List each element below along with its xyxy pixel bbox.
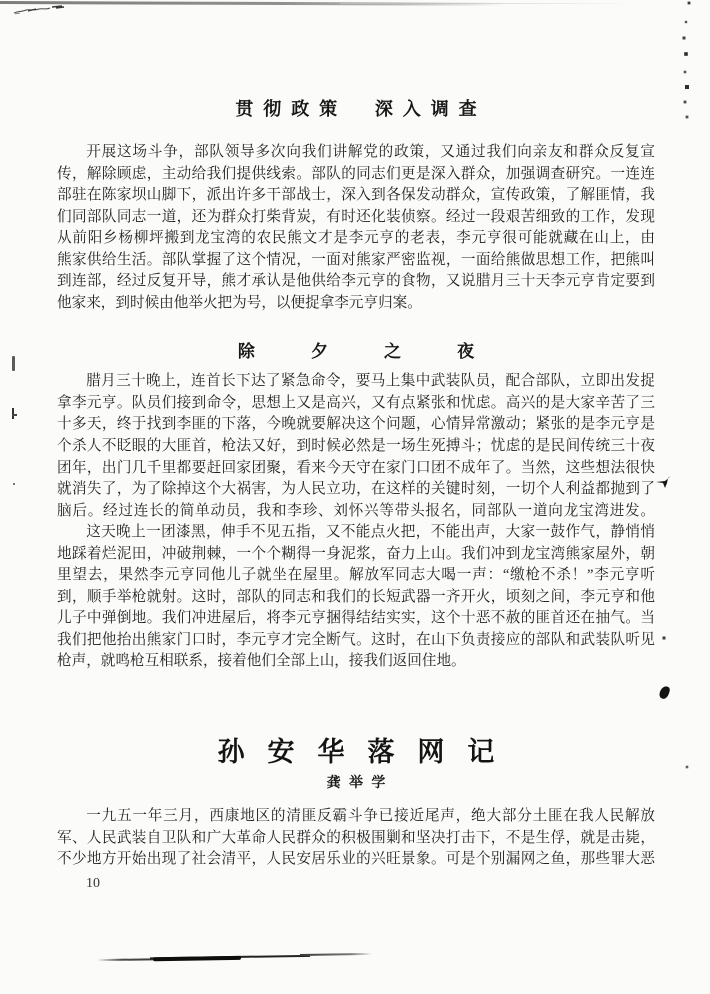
scan-artifact-ink-blot-arrow — [654, 473, 674, 491]
text-line: 他家来，到时候由他举火把为号，以便捉拿李元亨归案。 — [57, 294, 422, 311]
scan-artifact-right-edge-specks — [0, 0, 2, 2]
text-line: 不少地方开始出现了社会清平，人民安居乐业的兴旺景象。可是个别漏网之鱼，那些罪大恶 — [57, 851, 655, 868]
scan-artifact-left-tick — [11, 408, 19, 420]
text-line: 开展这场斗争，部队领导多次向我们讲解党的政策，又通过我们向亲友和群众反复宣 — [86, 144, 655, 160]
text-line: 传，解除顾虑，主动给我们提供线索。部队的同志们更是深入群众，加强调查研究。一连连 — [57, 165, 655, 182]
text-line: 儿子中弹倒地。我们冲进屋后，将李元亨捆得结结实实，这个十恶不赦的匪首还在抽气。当 — [57, 610, 655, 627]
text-line: 就消失了，为了除掉这个大祸害，为人民立功，在这样的关键时刻，一切个人利益都抛到了 — [57, 481, 655, 498]
text-line: 们同部队同志一道，还为群众打柴背炭，有时还化装侦察。经过一段艰苦细致的工作，发现 — [57, 208, 655, 225]
text-line: 枪声，就鸣枪互相联系，接着他们全部上山，接我们返回住地。 — [57, 653, 466, 670]
text-line: 到，顺手举枪就射。这时，部队的同志和我们的长短武器一齐开火，顷刻之间，李元亨和他 — [57, 588, 655, 605]
section1-heading: 贯彻政策 深入调查 — [235, 99, 487, 119]
section1-paragraph — [57, 142, 655, 314]
section2-heading: 除夕之夜 — [237, 342, 531, 362]
text-line: 地踩着烂泥田，冲破荆棘，一个个糊得一身泥浆，奋力上山。我们冲到龙宝湾熊家屋外，朝 — [57, 545, 655, 562]
text-line: 个杀人不眨眼的大匪首，枪法又好，到时候必然是一场生死搏斗；忧虑的是民间传统三十夜 — [57, 438, 655, 455]
scan-artifact-left-dash — [12, 356, 15, 371]
scan-artifact-ink-blot — [658, 685, 671, 700]
text-line: 一九五一年三月，西康地区的清匪反霸斗争已接近尾声，绝大部分土匪在我人民解放 — [86, 808, 655, 825]
text-line: 军、人民武装自卫队和广大革命人民群众的积极围剿和坚决打击下，不是生俘，就是击毙， — [57, 829, 655, 846]
text-line: 这天晚上一团漆黑，伸手不见五指，又不能点火把，不能出声，大家一鼓作气，静悄悄 — [86, 524, 655, 541]
page-number: 10 — [86, 876, 100, 891]
text-line: 从前阳乡杨柳坪搬到龙宝湾的农民熊文才是李元亨的老表，李元亨很可能就藏在山上，由 — [57, 230, 655, 247]
article-title: 孙安华落网记 — [217, 737, 518, 768]
text-line: 腊月三十晚上，连首长下达了紧急命令，要马上集中武装队员，配合部队，立即出发捉 — [86, 373, 655, 390]
page-content — [57, 0, 655, 871]
article-paragraph — [57, 806, 655, 871]
text-line: 拿李元亨。队员们接到命令，思想上又是高兴，又有点紧张和忧虑。高兴的是大家辛苦了三 — [57, 394, 655, 411]
section2-paragraph-1 — [57, 371, 655, 522]
text-line: 里望去，果然李元亨同他儿子就坐在屋里。解放军同志大喝一声：“缴枪不杀！”李元亨听 — [57, 567, 655, 584]
scan-artifact-left-dot — [13, 483, 15, 485]
text-line: 团年，出门几千里都要赶回家团聚，看来今天守在家门口团不成年了。当然，这些想法很快 — [57, 459, 655, 476]
text-line: 脑后。经过连长的简单动员，我和李珍、刘怀兴等带头报名，同部队一道向龙宝湾进发。 — [57, 502, 655, 519]
text-line: 到连部，经过反复开导，熊才承认是他供给李元亨的食物，又说腊月三十天李元亨肯定要到 — [57, 273, 655, 290]
text-line: 我们把他抬出熊家门口时，李元亨才完全断气。这时，在山下负责接应的部队和武装队听见 — [57, 631, 655, 648]
section2-paragraph-2 — [57, 522, 655, 673]
text-line: 熊家供给生活。部队掌握了这个情况，一面对熊家严密监视，一面给熊做思想工作，把熊叫 — [57, 251, 655, 268]
text-line: 十多天，终于找到李匪的下落，今晚就要解决这个问题，心情异常激动；紧张的是李元亨是 — [57, 416, 655, 433]
text-line: 部驻在陈家坝山脚下，派出许多干部战士，深入到各保发动群众，宣传政策，了解匪情，我 — [57, 187, 655, 204]
article-author: 龚举学 — [326, 776, 394, 792]
scan-artifact-bottom-streak — [95, 948, 375, 964]
